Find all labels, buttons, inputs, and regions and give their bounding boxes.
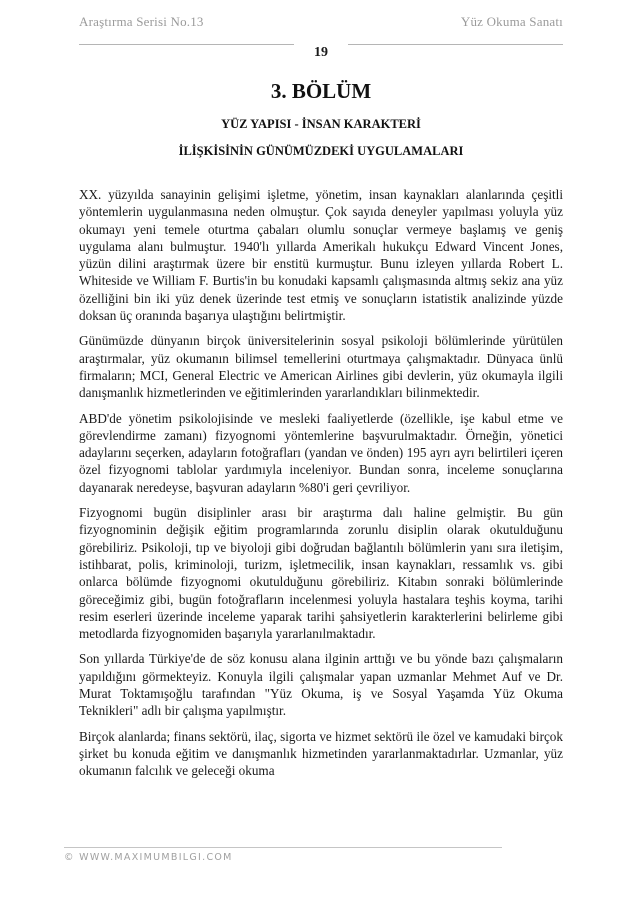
chapter-subtitle-line1: YÜZ YAPISI - İNSAN KARAKTERİ xyxy=(221,117,421,131)
paragraph: Fizyognomi bugün disiplinler arası bir araştırma dalı haline gelmiştir. Bu gün fizyognominin değişik eğitim programlarında zorunlu disiplin olarak okutulduğunu görebiliriz. Psikoloji, tıp ve biyoloji gibi doğrudan bağlantılı bölümlerin yanı sıra iletişim, istihbarat, polis, kriminoloji, turizm, işletmecilik, insan kaynakları, ressamlık vs. gibi onlarca bölümde fizyognomi okutulduğunu görebiliriz. Kitabın sonraki bölümlerinde göreceğimiz gibi, bugün fotoğrafların incelenmesi yoluyla hastalara teşhis koyma, tarihi resim eserleri üzerinde inceleme yaparak tarihi şahsiyetlerin karakterlerini belirleme gibi metodlarda fizyognomiden başarıyla yararlanılmaktadır. xyxy=(79,505,563,642)
paragraph: Birçok alanlarda; finans sektörü, ilaç, sigorta ve hizmet sektörü ile özel ve kamudaki birçok şirket bu konuda eğitim ve danışmanlık hizmetinden yararlanmaktadırlar. Uzmanlar, yüz okumanın falcılık ve geleceği okuma xyxy=(79,728,563,779)
series-label: Araştırma Serisi No.13 xyxy=(79,14,204,29)
body-text xyxy=(79,186,563,788)
paragraph: ABD'de yönetim psikolojisinde ve mesleki faaliyetlerde (özellikle, işe kabul etme ve görevlendirme zamanı) fizyognomi yöntemlerine başvurulmaktadır. Örneğin, yönetici adaylarını seçerken, adayların fotoğrafları (yandan ve önden) 195 ayrı ayrı belirtileri içeren özel fizyognomi tablolar yardımıyla inceleniyor. Bundan sonra, inceleme sonuçlarına dayanarak neredeyse, başvuran adayların %80'i geri çevriliyor. xyxy=(79,410,563,495)
footer-rule xyxy=(64,847,502,848)
book-title-label: Yüz Okuma Sanatı xyxy=(460,14,563,29)
page-number: 19 xyxy=(314,45,328,60)
paragraph: Günümüzde dünyanın birçok üniversitelerinin sosyal psikoloji bölümlerinde yürütülen araştırmalar, yüz okumanın bilimsel temellerini oturtmaya çalışmaktadır. Dünyaca ünlü firmaların; MCI, General Electric ve American Airlines gibi devlerin, yüz okumayla ilgili danışmanlık hizmetlerinden ve eğitimlerinden yararlandıkları bilinmektedir. xyxy=(79,333,563,401)
footer-website: © WWW.MAXIMUMBILGI.COM xyxy=(64,852,233,863)
chapter-title: 3. BÖLÜM xyxy=(270,79,372,103)
paragraph: Son yıllarda Türkiye'de de söz konusu alana ilginin arttığı ve bu yönde bazı çalışmaların yapıldığını görmekteyiz. Konuyla ilgili çalışmalar yapan uzmanlar Mehmet Auf ve Dr. Murat Toktamışoğlu tarafından "Yüz Okuma, iş ve Sosyal Yaşamda Yüz Okuma Teknikleri" adlı bir çalışma yapılmıştır. xyxy=(79,651,563,719)
running-header xyxy=(79,14,563,60)
paragraph: XX. yüzyılda sanayinin gelişimi işletme, yönetim, insan kaynakları alanlarında çeşitli yöntemlerin uygulanmasına neden olmuştur. Çok sayıda deneyler yapılması yoluyla yüz okumayı yeni temele oturtma çabaları olumlu sonuçlar vermeye başlamış ve geniş uygulama alanı bulmuştur. 1940'lı yıllarda Amerikalı hukukçu Edward Vincent Jones, yüzün dilini araştırmak üzere bir enstitü kurmuştur. Bunu izleyen yıllarda Robert L. Whiteside ve William F. Burtis'in bu konudaki kapsamlı çalışmasında altmış sekiz ana yüz özelliğini bin iki yüz denek üzerinde test etmiş ve sonuçların istatistik analizinde yüzde doksan üç oranında başarıya ulaştığını belirtmiştir. xyxy=(79,187,563,324)
chapter-subtitle-line2: İLİŞKİSİNİN GÜNÜMÜZDEKİ UYGULAMALARI xyxy=(178,144,464,158)
